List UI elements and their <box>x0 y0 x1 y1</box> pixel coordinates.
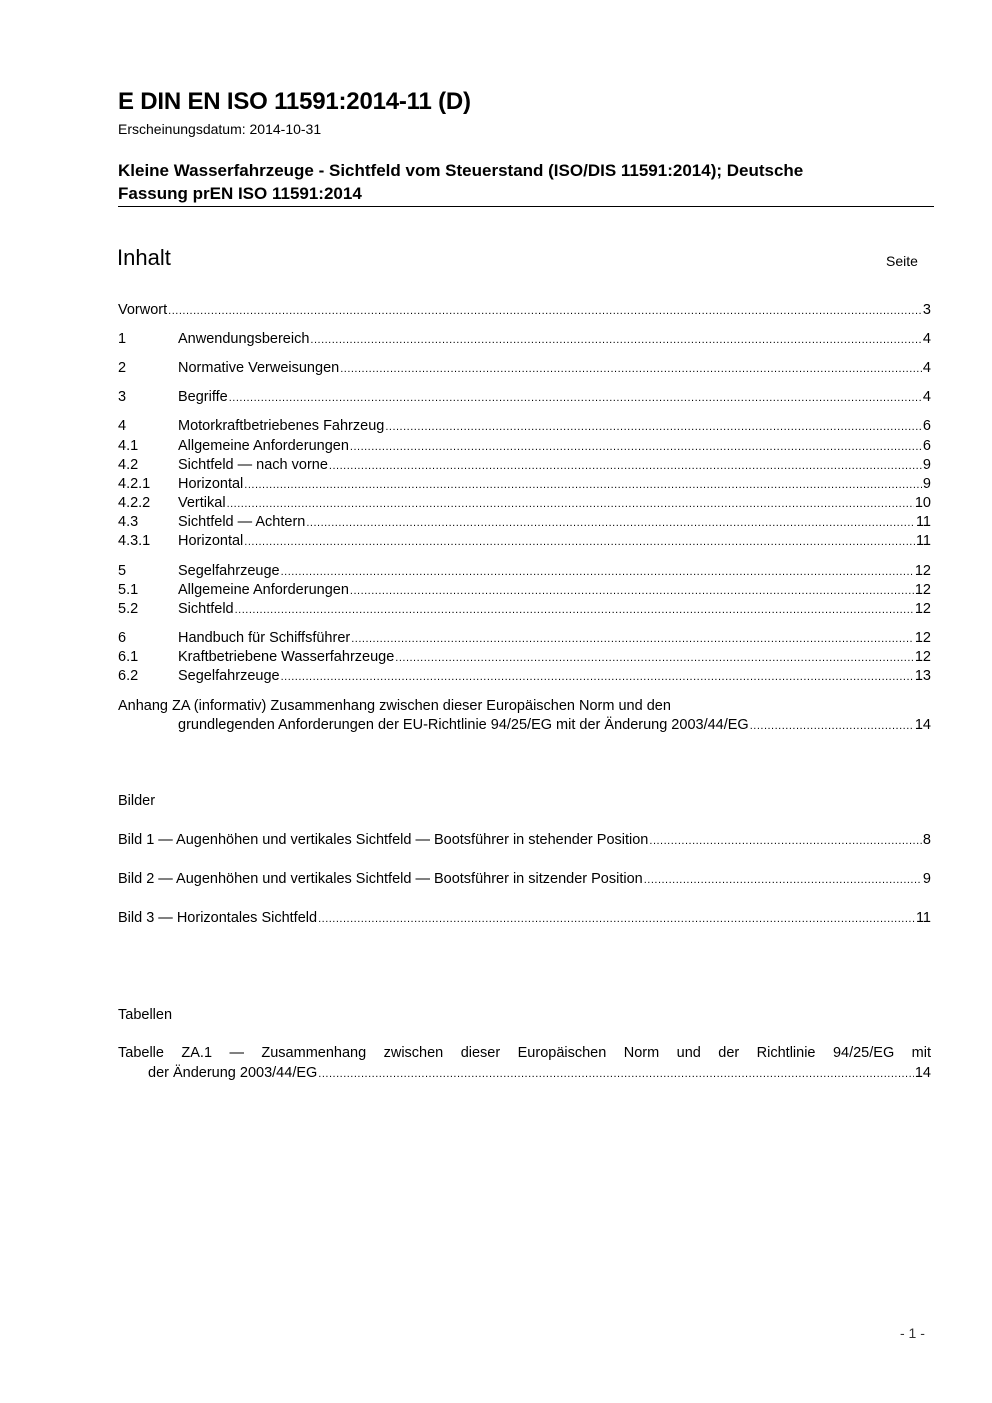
toc-entry[interactable] <box>118 389 931 407</box>
figure-entry[interactable] <box>118 871 931 889</box>
tables-label: Tabellen <box>118 1007 173 1023</box>
toc-entry[interactable] <box>118 360 931 378</box>
toc-entry-page: 12 <box>914 630 931 646</box>
toc-entry-title: Allgemeine Anforderungen <box>178 582 349 598</box>
toc-entry-number: 2 <box>118 360 127 376</box>
leader-dots <box>244 534 915 551</box>
word: Norm <box>623 1045 660 1061</box>
toc-page-column-label: Seite <box>886 253 918 269</box>
toc-entry[interactable] <box>118 630 931 648</box>
figure-entry-title: Bild 3 — Horizontales Sichtfeld <box>118 910 318 926</box>
toc-entry[interactable] <box>118 514 931 532</box>
leader-dots <box>244 477 922 494</box>
figure-entry-title: Bild 1 — Augenhöhen und vertikales Sichtfeld — Bootsführer in stehender Position <box>118 832 649 848</box>
leader-dots <box>329 458 922 475</box>
toc-entry[interactable] <box>118 457 931 475</box>
toc-entry-page: 12 <box>914 582 931 598</box>
word: dieser <box>460 1045 501 1061</box>
leader-dots <box>227 496 914 513</box>
toc-entry[interactable] <box>118 495 931 513</box>
leader-dots <box>385 419 922 436</box>
toc-entry-title: Vertikal <box>178 495 226 511</box>
toc-entry-page: 12 <box>914 601 931 617</box>
toc-entry[interactable] <box>118 533 931 551</box>
toc-entry[interactable] <box>118 668 931 686</box>
table-entry-title: der Änderung 2003/44/EG <box>148 1065 318 1081</box>
toc-entry-page: 9 <box>922 476 931 492</box>
figure-entry-page: 11 <box>915 910 931 926</box>
toc-entry-page: 4 <box>922 360 931 376</box>
word: 94/25/EG <box>832 1045 895 1061</box>
toc-entry-title: grundlegenden Anforderungen der EU-Richtlinie 94/25/EG mit der Änderung 2003/44/EG <box>178 717 749 733</box>
toc-annex-entry-line-2[interactable] <box>178 717 931 735</box>
toc-entry-title: Anwendungsbereich <box>178 331 310 347</box>
toc-entry-page: 12 <box>914 649 931 665</box>
leader-dots <box>306 515 915 532</box>
toc-entry-title: Allgemeine Anforderungen <box>178 438 349 454</box>
leader-dots <box>235 602 914 619</box>
toc-entry-page: 12 <box>914 563 931 579</box>
leader-dots <box>281 564 914 581</box>
publication-date: Erscheinungsdatum: 2014-10-31 <box>118 121 322 137</box>
toc-entry[interactable] <box>118 302 931 320</box>
toc-entry-number: 6 <box>118 630 127 646</box>
toc-entry-page: 6 <box>922 418 931 434</box>
word: mit <box>911 1045 931 1061</box>
toc-entry-page: 4 <box>922 389 931 405</box>
toc-entry[interactable] <box>118 601 931 619</box>
toc-entry-title: Begriffe <box>178 389 228 405</box>
toc-entry-page: 9 <box>922 457 931 473</box>
toc-entry-number: 4.3.1 <box>118 533 151 549</box>
leader-dots <box>340 361 922 378</box>
leader-dots <box>281 669 914 686</box>
toc-entry-number: 4.1 <box>118 438 139 454</box>
subject-line-2: Fassung prEN ISO 11591:2014 <box>118 184 362 203</box>
toc-entry-number: 5.2 <box>118 601 139 617</box>
leader-dots <box>395 650 914 667</box>
leader-dots <box>644 872 922 889</box>
subject-line-1: Kleine Wasserfahrzeuge - Sichtfeld vom Steuerstand (ISO/DIS 11591:2014); Deutsche <box>118 161 804 180</box>
toc-entry-page: 14 <box>914 717 931 733</box>
toc-entry-page: 13 <box>914 668 931 684</box>
toc-entry-title: Horizontal <box>178 476 244 492</box>
word: Richtlinie <box>756 1045 816 1061</box>
figure-entry[interactable] <box>118 910 931 928</box>
figure-entry[interactable] <box>118 832 931 850</box>
figure-entry-page: 8 <box>922 832 931 848</box>
toc-entry-page: 10 <box>914 495 931 511</box>
leader-dots <box>750 718 914 735</box>
toc-entry-number: 4 <box>118 418 127 434</box>
toc-entry-number: 1 <box>118 331 127 347</box>
leader-dots <box>649 833 922 850</box>
leader-dots <box>350 439 922 456</box>
toc-entry-title: Motorkraftbetriebenes Fahrzeug <box>178 418 385 434</box>
toc-entry[interactable] <box>118 649 931 667</box>
word: Tabelle <box>118 1045 164 1061</box>
table-entry-page: 14 <box>914 1065 931 1081</box>
figure-entry-page: 9 <box>922 871 931 887</box>
word: zwischen <box>383 1045 444 1061</box>
toc-entry-title: Segelfahrzeuge <box>178 668 280 684</box>
table-entry-line-1[interactable] <box>118 1045 931 1061</box>
toc-entry-page: 11 <box>915 514 931 530</box>
toc-entry[interactable] <box>118 331 931 349</box>
toc-entry-number: 3 <box>118 389 127 405</box>
toc-entry-title: Sichtfeld — Achtern <box>178 514 306 530</box>
page-number: - 1 - <box>900 1325 925 1341</box>
toc-entry-title: Handbuch für Schiffsführer <box>178 630 351 646</box>
toc-entry[interactable] <box>118 476 931 494</box>
toc-entry-title: Sichtfeld — nach vorne <box>178 457 328 473</box>
toc-entry-number: 4.2 <box>118 457 139 473</box>
leader-dots <box>351 631 914 648</box>
word: Zusammenhang <box>261 1045 367 1061</box>
toc-entry[interactable] <box>118 438 931 456</box>
document-subject <box>118 159 933 205</box>
toc-entry-page: 11 <box>915 533 931 549</box>
toc-heading: Inhalt <box>117 245 171 270</box>
toc-entry-page: 3 <box>922 302 931 318</box>
toc-entry-title: Horizontal <box>178 533 244 549</box>
toc-entry-number: 6.1 <box>118 649 139 665</box>
toc-entry-number: 4.2.1 <box>118 476 151 492</box>
word: Europäischen <box>517 1045 607 1061</box>
leader-dots <box>168 303 922 320</box>
toc-entry-page: 6 <box>922 438 931 454</box>
leader-dots <box>318 1066 914 1083</box>
toc-entry-number: 6.2 <box>118 668 139 684</box>
leader-dots <box>318 911 915 928</box>
word: der <box>718 1045 740 1061</box>
table-entry-line-2[interactable] <box>148 1065 931 1083</box>
leader-dots <box>229 390 922 407</box>
word: ZA.1 <box>181 1045 213 1061</box>
toc-annex-entry-line-1[interactable]: Anhang ZA (informativ) Zusammenhang zwischen dieser Europäischen Norm und den <box>118 698 671 714</box>
figure-entry-title: Bild 2 — Augenhöhen und vertikales Sichtfeld — Bootsführer in sitzender Position <box>118 871 643 887</box>
toc-entry-title: Sichtfeld <box>178 601 234 617</box>
word: — <box>229 1045 244 1061</box>
word: und <box>676 1045 701 1061</box>
toc-entry[interactable] <box>118 563 931 581</box>
leader-dots <box>310 332 922 349</box>
toc-entry-number: 5.1 <box>118 582 139 598</box>
toc-entry-title: Segelfahrzeuge <box>178 563 280 579</box>
toc-entry-number: 4.3 <box>118 514 139 530</box>
toc-entry-page: 4 <box>922 331 931 347</box>
toc-entry-number: 4.2.2 <box>118 495 151 511</box>
toc-entry-title: Vorwort <box>118 302 168 318</box>
leader-dots <box>350 583 914 600</box>
toc-entry[interactable] <box>118 582 931 600</box>
toc-entry-number: 5 <box>118 563 127 579</box>
toc-entry-title: Kraftbetriebene Wasserfahrzeuge <box>178 649 395 665</box>
toc-entry-title: Normative Verweisungen <box>178 360 340 376</box>
figures-label: Bilder <box>118 793 156 809</box>
header-divider <box>118 206 934 207</box>
document-id: E DIN EN ISO 11591:2014-11 (D) <box>118 88 471 115</box>
toc-entry[interactable] <box>118 418 931 436</box>
